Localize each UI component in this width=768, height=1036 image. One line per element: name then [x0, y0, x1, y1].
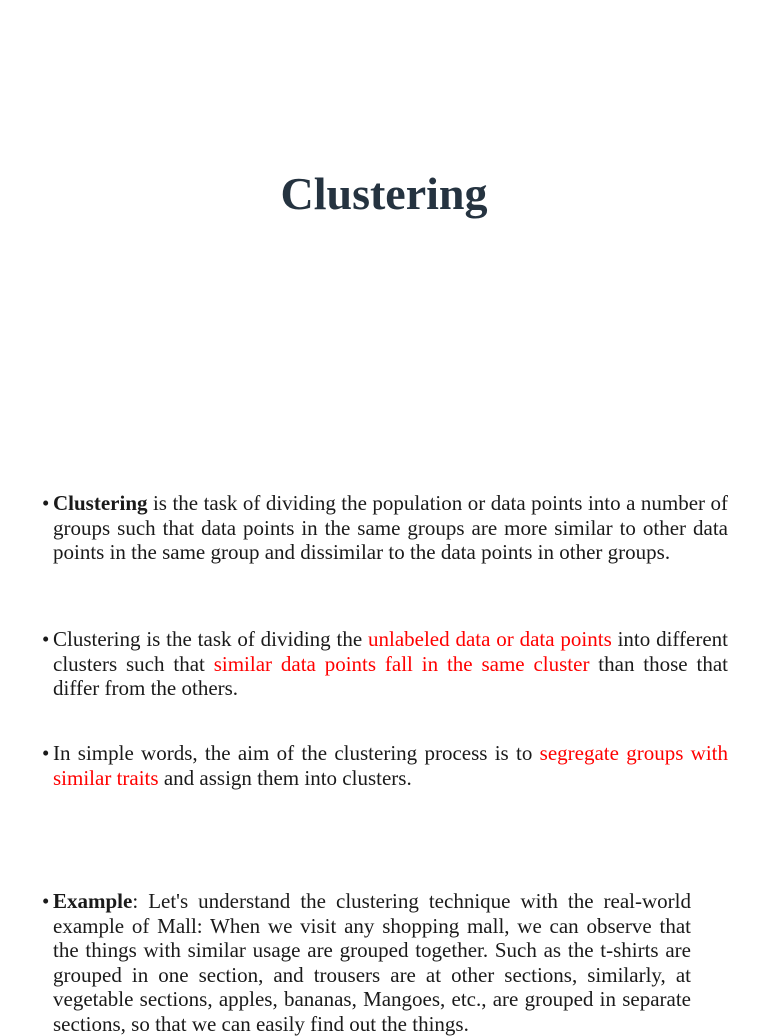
slide-title: Clustering — [280, 168, 488, 219]
bullet-body: : Let's understand the clustering technique with the real-world example of Mall: When we visit any shopping mall, we can observe that the things with similar usage are grouped together. Such as the t-shirts are grouped in one section, and trousers are at other sections, similarly, at vegetable sections, apples, bananas, Mangoes, etc., are grouped in separate sections, so that we can easily find out the things. — [53, 889, 691, 1036]
bullet-unlabeled-data — [42, 627, 728, 701]
bullet-body: is the task of dividing the population or data points into a number of groups such that data points in the same groups are more similar to other data points in the same group and dissimilar to the data points in other groups. — [53, 491, 728, 564]
bullet-body: into different clusters such that — [53, 627, 728, 676]
bullet-body: than those that differ from the others. — [53, 651, 728, 700]
bullet-text — [53, 889, 691, 1036]
bullet-example — [42, 889, 691, 1036]
bullet-lead-term: Clustering — [53, 491, 148, 515]
highlight-text: unlabeled data or data points — [367, 627, 612, 651]
bullet-marker: • — [42, 627, 50, 651]
bullet-marker: • — [42, 491, 50, 515]
bullet-body: Clustering is the task of dividing the — [53, 627, 368, 651]
highlight-text: similar data points fall in the same cluster — [213, 651, 590, 676]
bullet-text — [53, 627, 728, 701]
bullet-text — [53, 741, 728, 790]
bullet-body: and assign them into clusters. — [158, 765, 412, 790]
bullet-marker: • — [42, 889, 50, 913]
bullet-lead-term: Example — [53, 889, 133, 913]
bullet-clustering-definition — [42, 491, 728, 565]
bullet-body: In simple words, the aim of the clustering process is to — [53, 741, 540, 765]
bullet-simple-words — [42, 741, 728, 790]
bullet-marker: • — [42, 741, 50, 765]
bullet-text — [53, 491, 728, 565]
highlight-text: segregate groups with similar traits — [53, 741, 728, 790]
